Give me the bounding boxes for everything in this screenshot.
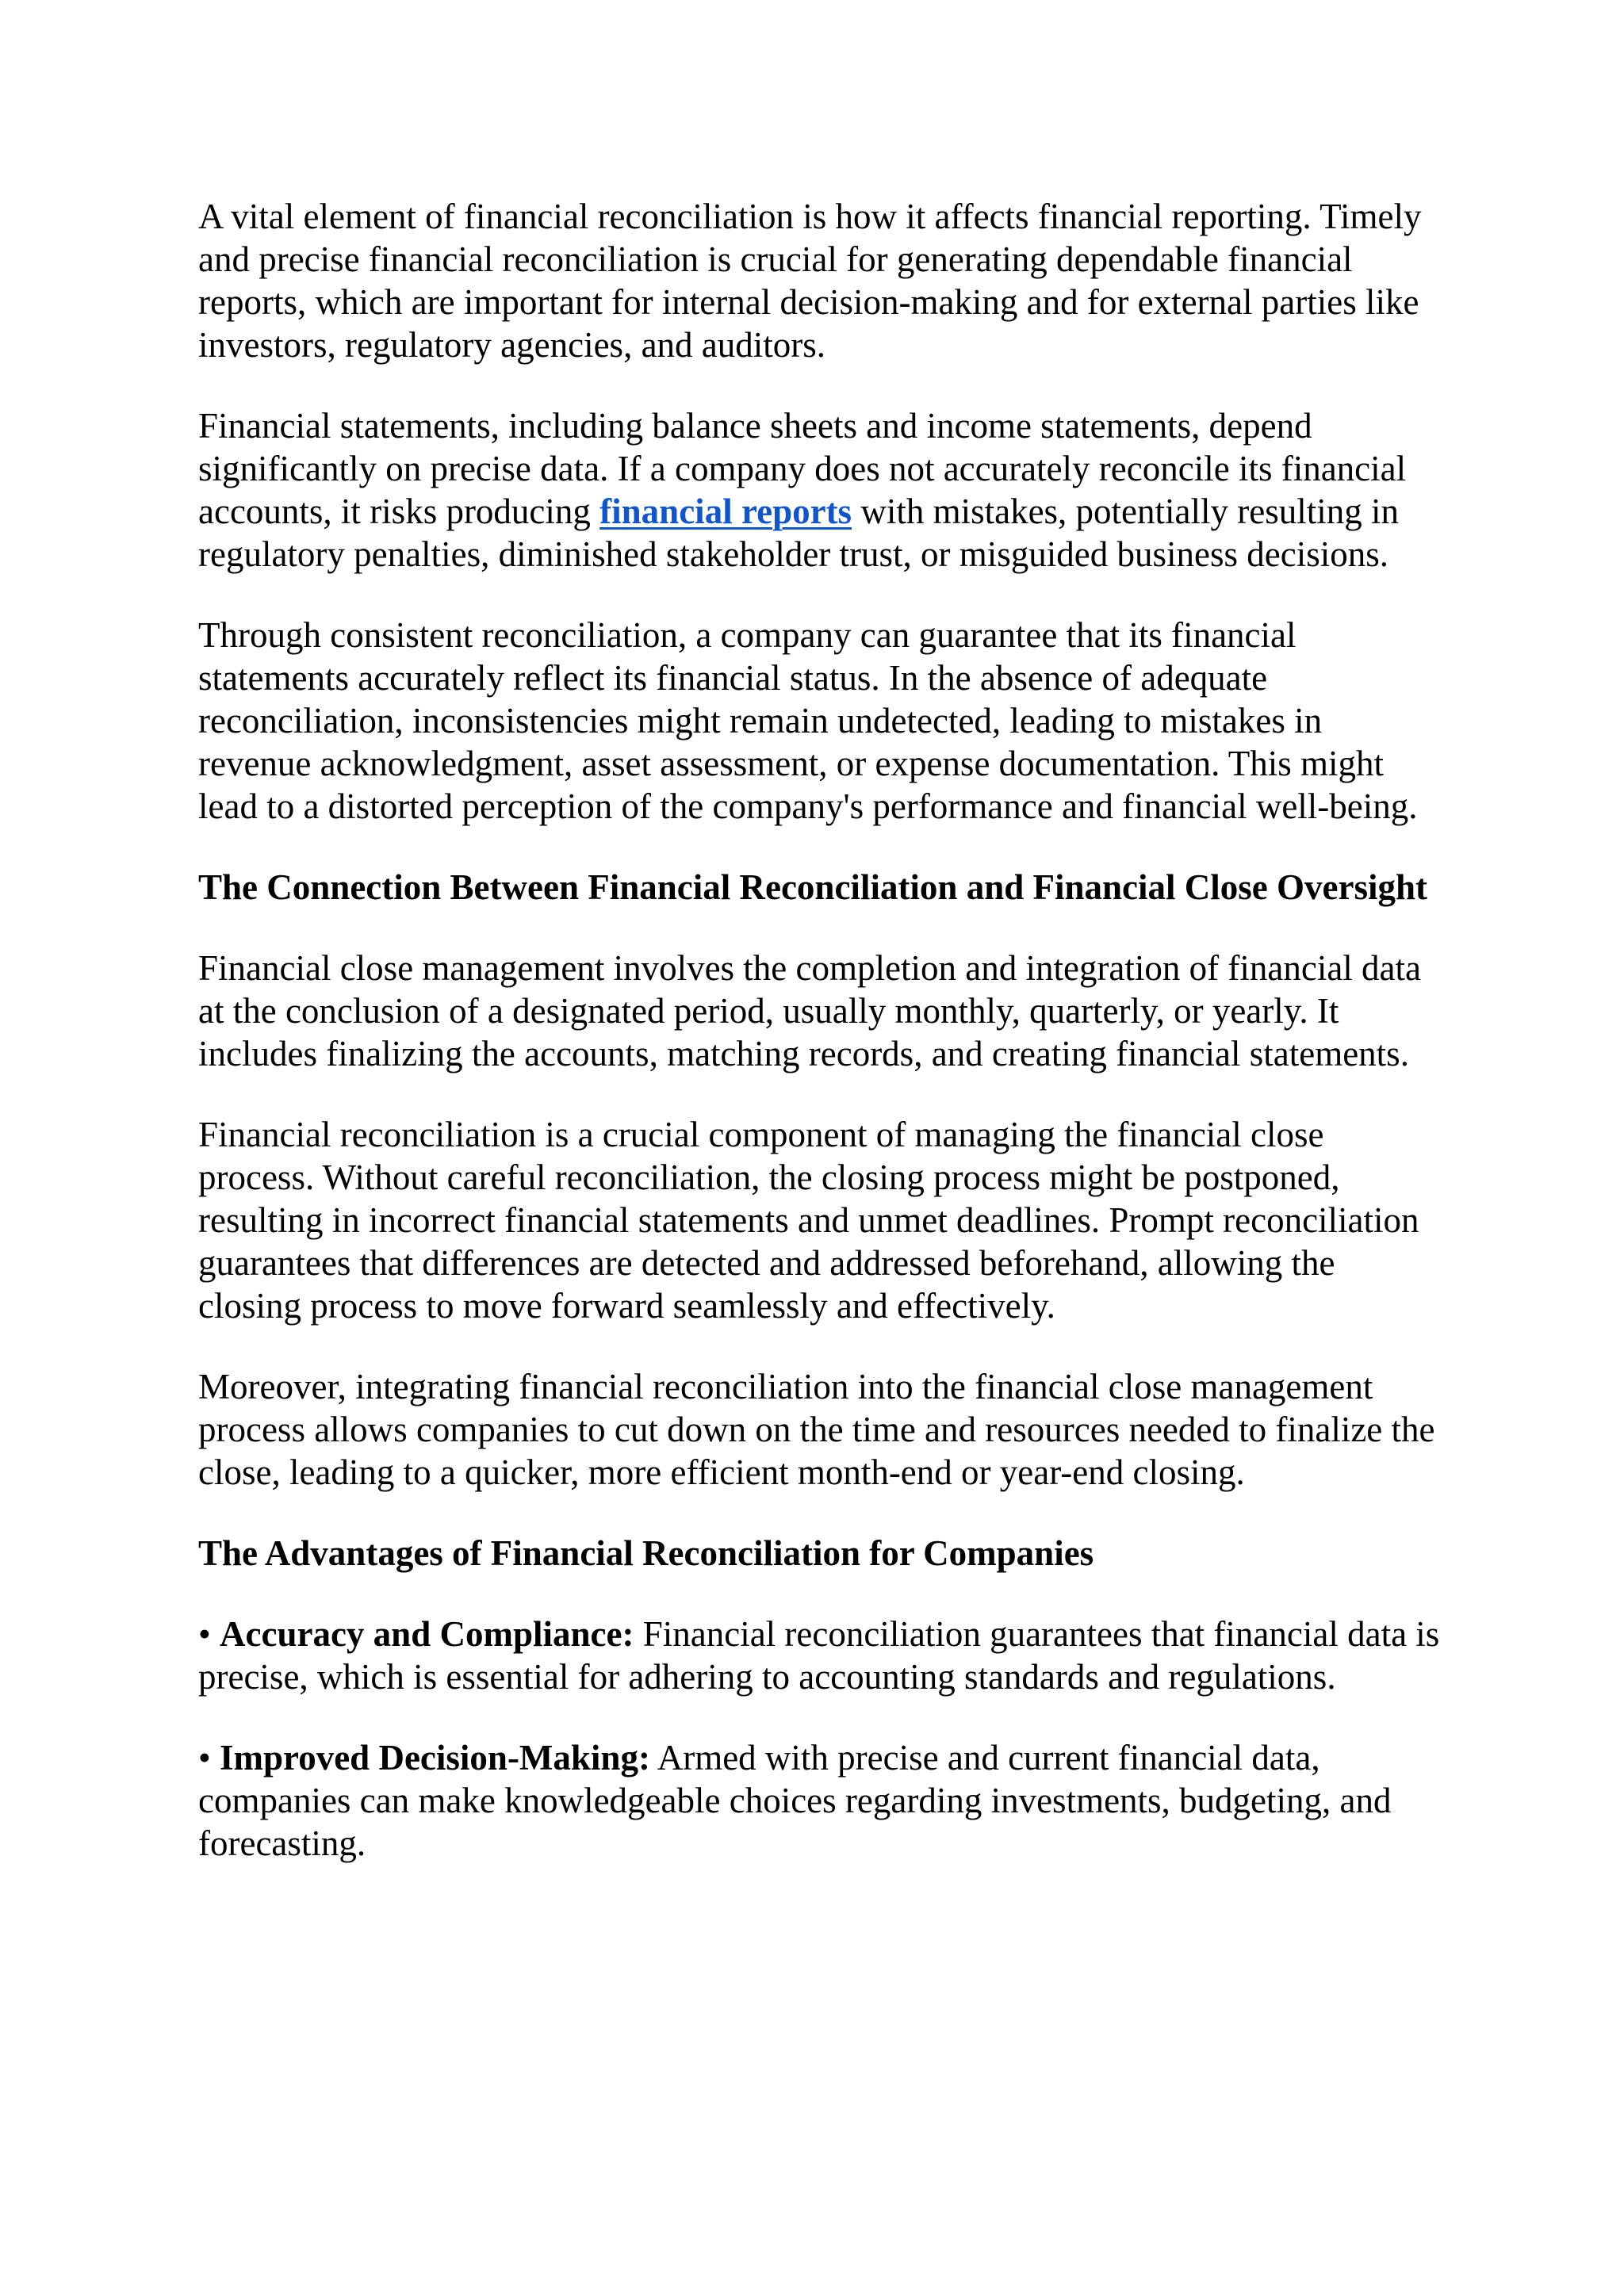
bullet-term: Accuracy and Compliance:: [220, 1614, 634, 1654]
bullet-text: Armed with precise and current financial data, companies can make knowledgeable choices regarding investments, budgeting, and forecasting.: [198, 1738, 1392, 1863]
bullet-text: Financial reconciliation guarantees that financial data is precise, which is essential for adhering to accounting standards and regulations.: [198, 1614, 1440, 1697]
bullet-marker: •: [198, 1738, 211, 1777]
paragraph-financial-reporting-impact: A vital element of financial reconciliation is how it affects financial reporting. Timely and precise financial reconciliation is crucial for generating dependable financial reports, which are important for internal decision-making and for external parties like investors, regulatory agencies, and auditors.: [198, 197, 1422, 365]
paragraph-text: with mistakes, potentially resulting in regulatory penalties, diminished stakeholder trust, or misguided business decisions.: [198, 492, 1399, 574]
paragraph-text: Financial statements, including balance sheets and income statements, depend significantly on precise data. If a company does not accurately reconcile its financial accounts, it risks producing: [198, 406, 1407, 531]
paragraph-close-process: Financial reconciliation is a crucial component of managing the financial close process. Without careful reconciliation, the closing process might be postponed, resulting in incorrect financial statements and unmet deadlines. Prompt reconciliation guarantees that differences are detected and addressed beforehand, allowing the closing process to move forward seamlessly and effectively.: [198, 1115, 1419, 1326]
paragraph-financial-statements: [198, 404, 1443, 576]
document-page: [198, 195, 1443, 1903]
section-heading-connection: The Connection Between Financial Reconciliation and Financial Close Oversight: [198, 867, 1427, 907]
paragraph-close-management: Financial close management involves the completion and integration of financial data at the conclusion of a designated period, usually monthly, quarterly, or yearly. It includes finalizing the accounts, matching records, and creating financial statements.: [198, 948, 1421, 1073]
paragraph-integration-benefits: Moreover, integrating financial reconciliation into the financial close management process allows companies to cut down on the time and resources needed to finalize the close, leading to a quicker, more efficient month-end or year-end closing.: [198, 1367, 1435, 1492]
bullet-term: Improved Decision-Making:: [220, 1738, 650, 1777]
section-heading-advantages: The Advantages of Financial Reconciliation for Companies: [198, 1533, 1094, 1573]
bullet-marker: •: [198, 1614, 211, 1654]
paragraph-consistent-reconciliation: Through consistent reconciliation, a company can guarantee that its financial statements accurately reflect its financial status. In the absence of adequate reconciliation, inconsistencies might remain undetected, leading to mistakes in revenue acknowledgment, asset assessment, or expense documentation. This might lead to a distorted perception of the company's performance and financial well-being.: [198, 615, 1418, 826]
bullet-item-decision-making: [198, 1736, 1443, 1865]
bullet-item-accuracy: [198, 1613, 1443, 1698]
financial-reports-link[interactable]: financial reports: [599, 492, 852, 531]
